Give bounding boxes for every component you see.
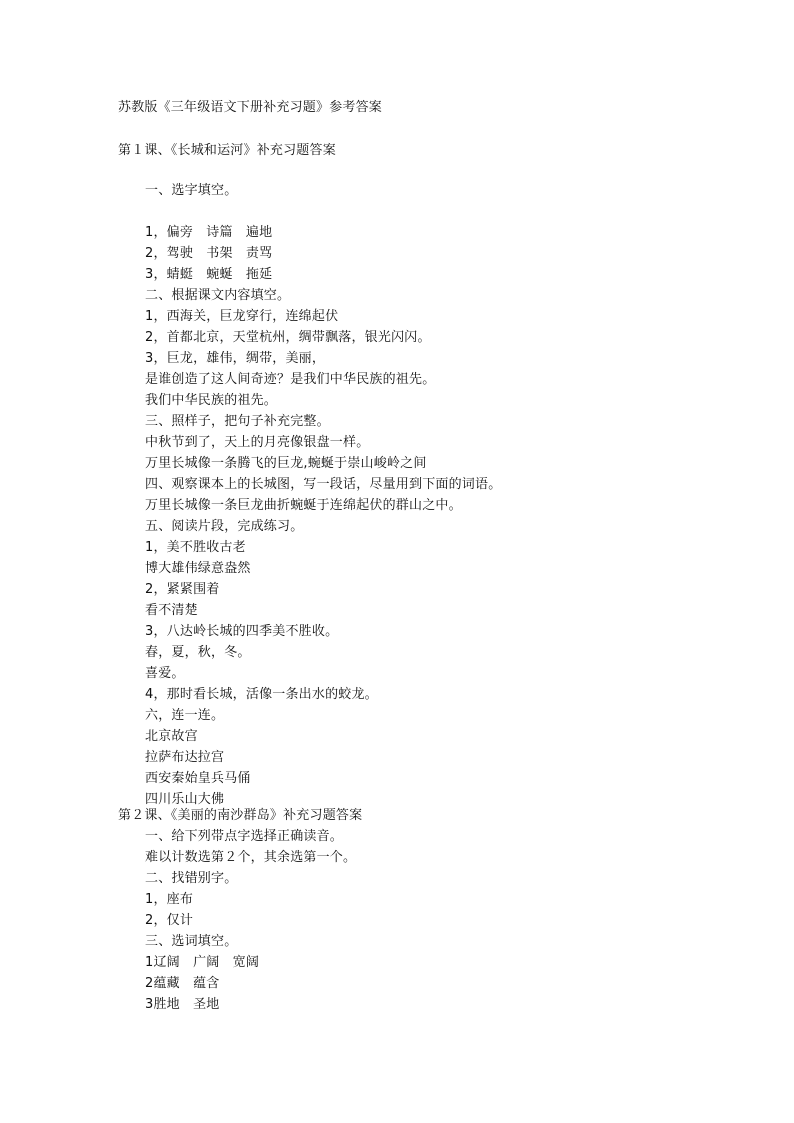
lesson1-line: 2，紧紧围着 [145, 582, 220, 597]
lesson1-line: 我们中华民族的祖先。 [145, 393, 278, 408]
lesson1-line: 3，巨龙，雄伟，绸带，美丽， [145, 351, 326, 366]
lesson2-line: 二、找错别字。 [145, 871, 238, 886]
lesson1-line: 四川乐山大佛 [145, 792, 225, 807]
lesson2-line: 2，仅计 [145, 913, 194, 928]
lesson2-line: 1辽阔 广阔 宽阔 [145, 955, 260, 970]
lesson1-line: 博大雄伟绿意盎然 [145, 561, 251, 576]
lesson1-line: 1，偏旁 诗篇 遍地 [145, 225, 273, 240]
document-title: 苏教版《三年级语文下册补充习题》参考答案 [118, 100, 383, 115]
lesson1-line: 六，连一连。 [145, 708, 225, 723]
lesson1-line: 看不清楚 [145, 603, 198, 618]
lesson1-line: 四、观察课本上的长城图，写一段话，尽量用到下面的词语。 [145, 477, 502, 492]
lesson1-line: 万里长城像一条腾飞的巨龙,蜿蜒于崇山峻岭之间 [145, 456, 427, 471]
lesson1-line: 3，八达岭长城的四季美不胜收。 [145, 624, 339, 639]
lesson1-line: 北京故宫 [145, 729, 198, 744]
lesson2-line: 一、给下列带点字选择正确读音。 [145, 829, 344, 844]
lesson2-line: 三、选词填空。 [145, 934, 238, 949]
lesson2-heading: 第２课、《美丽的南沙群岛》补充习题答案 [118, 808, 363, 823]
lesson1-line: 三、照样子，把句子补充完整。 [145, 414, 330, 429]
lesson1-line: 1，美不胜收古老 [145, 540, 246, 555]
lesson1-line: 2，首都北京，天堂杭州，绸带飘落，银光闪闪。 [145, 330, 431, 345]
lesson1-line: 3，蜻蜓 蜿蜒 拖延 [145, 267, 273, 282]
lesson1-line: 万里长城像一条巨龙曲折蜿蜒于连绵起伏的群山之中。 [145, 498, 462, 513]
lesson2-line: 难以计数选第２个，其余选第一个。 [145, 850, 357, 865]
lesson1-line: 喜爱。 [145, 666, 185, 681]
lesson1-line: 4，那时看长城，活像一条出水的蛟龙。 [145, 687, 378, 702]
lesson2-line: 2蕴藏 蕴含 [145, 976, 220, 991]
lesson1-line: 中秋节到了，天上的月亮像银盘一样。 [145, 435, 370, 450]
lesson1-line: 二、根据课文内容填空。 [145, 288, 291, 303]
lesson1-line: 五、阅读片段，完成练习。 [145, 519, 304, 534]
lesson1-line: 西安秦始皇兵马俑 [145, 771, 251, 786]
lesson1-line: 1，西海关，巨龙穿行，连绵起伏 [145, 309, 339, 324]
lesson2-line: 3胜地 圣地 [145, 997, 220, 1012]
lesson1-line: 一、选字填空。 [145, 183, 238, 198]
lesson1-heading: 第１课、《长城和运河》补充习题答案 [118, 143, 336, 158]
lesson1-line: 是谁创造了这人间奇迹？是我们中华民族的祖先。 [145, 372, 436, 387]
lesson1-line: 春，夏，秋，冬。 [145, 645, 251, 660]
lesson1-line: 拉萨布达拉宫 [145, 750, 225, 765]
lesson1-line: 2，驾驶 书架 责骂 [145, 246, 273, 261]
lesson2-line: 1，座布 [145, 892, 194, 907]
